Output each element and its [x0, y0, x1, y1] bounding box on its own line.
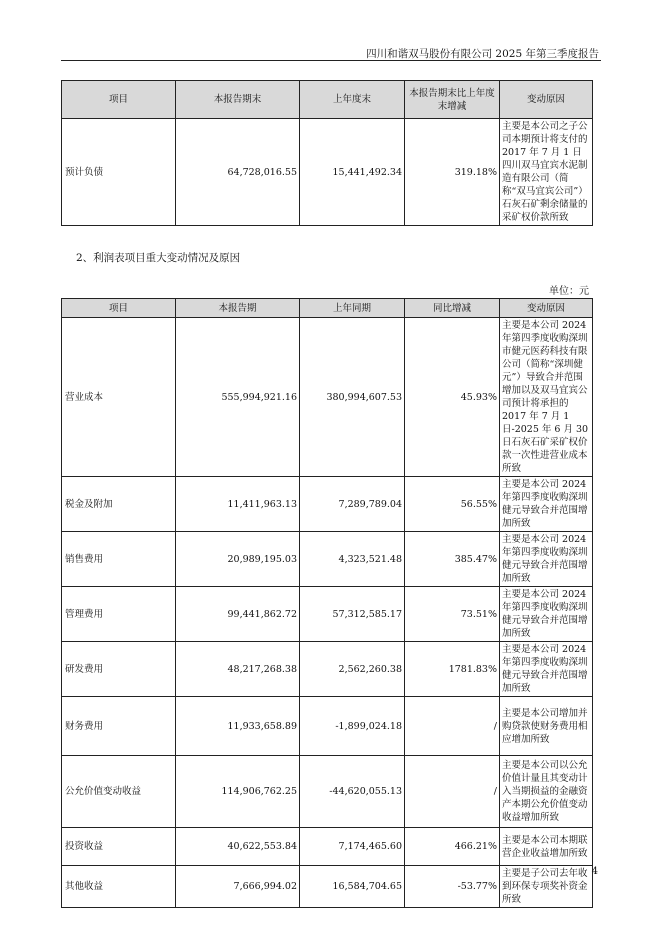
table1-header-row	[62, 81, 593, 119]
row-prior-value: 4,323,521.48	[300, 532, 405, 587]
row-prior-value: 2,562,260.38	[300, 642, 405, 697]
row-reason: 主要是本公司 2024 年第四季度收购深圳健元导致合并范围增加所致	[500, 477, 593, 532]
row-reason: 主要是本公司 2024 年第四季度收购深圳健元导致合并范围增加所致	[500, 532, 593, 587]
row-reason: 主要是本公司 2024 年第四季度收购深圳健元导致合并范围增加所致	[500, 587, 593, 642]
table-row	[62, 119, 593, 226]
row-change: 319.18%	[405, 119, 500, 226]
row-reason: 主要是本公司增加并购贷款使财务费用相应增加所致	[500, 697, 593, 756]
row-change: 385.47%	[405, 532, 500, 587]
balance-sheet-changes-table	[61, 80, 593, 226]
income-statement-changes-table	[61, 298, 593, 908]
table-row	[62, 587, 593, 642]
table-row	[62, 477, 593, 532]
col-header-prior-period: 上年同期	[300, 299, 405, 318]
row-item: 预计负债	[62, 119, 176, 226]
row-prior-value: 15,441,492.34	[300, 119, 405, 226]
row-current-value: 64,728,016.55	[176, 119, 300, 226]
table-row	[62, 697, 593, 756]
row-change: -53.77%	[405, 866, 500, 908]
row-current-value: 11,933,658.89	[176, 697, 300, 756]
row-change: 56.55%	[405, 477, 500, 532]
row-change: 45.93%	[405, 318, 500, 477]
row-item: 销售费用	[62, 532, 176, 587]
col-header-reason: 变动原因	[500, 299, 593, 318]
row-change: 73.51%	[405, 587, 500, 642]
unit-label: 单位：元	[549, 286, 589, 297]
col-header-reason: 变动原因	[500, 81, 593, 119]
row-prior-value: 7,174,465.60	[300, 828, 405, 866]
row-change: 1781.83%	[405, 642, 500, 697]
row-item: 其他收益	[62, 866, 176, 908]
section-title: 2、利润表项目重大变动情况及原因	[76, 252, 241, 264]
table-row	[62, 318, 593, 477]
row-current-value: 48,217,268.38	[176, 642, 300, 697]
col-header-change: 本报告期末比上年度末增减	[405, 81, 500, 119]
row-current-value: 99,441,862.72	[176, 587, 300, 642]
row-prior-value: -44,620,055.13	[300, 756, 405, 828]
row-reason: 主要是本公司之子公司本期预计将支付的 2017 年 7 月 1 日四川双马宜宾水泥制造有限公司（简称“双马宜宾公司”）石灰石矿剩余储量的采矿权价款所致	[500, 119, 593, 226]
table-row	[62, 828, 593, 866]
col-header-prior-year-end: 上年度末	[300, 81, 405, 119]
row-change: /	[405, 756, 500, 828]
row-item: 管理费用	[62, 587, 176, 642]
col-header-current-period: 本报告期	[176, 299, 300, 318]
row-reason: 主要是本公司 2024 年第四季度收购深圳健元导致合并范围增加所致	[500, 642, 593, 697]
row-current-value: 7,666,994.02	[176, 866, 300, 908]
header-rule	[61, 60, 601, 61]
row-item: 投资收益	[62, 828, 176, 866]
row-change: /	[405, 697, 500, 756]
table-row	[62, 756, 593, 828]
table-row	[62, 642, 593, 697]
row-current-value: 555,994,921.16	[176, 318, 300, 477]
row-item: 公允价值变动收益	[62, 756, 176, 828]
row-reason: 主要是本公司本期联营企业收益增加所致	[500, 828, 593, 866]
report-header-title: 四川和谐双马股份有限公司 2025 年第三季度报告	[366, 48, 599, 60]
row-prior-value: -1,899,024.18	[300, 697, 405, 756]
col-header-period-end: 本报告期末	[176, 81, 300, 119]
row-prior-value: 57,312,585.17	[300, 587, 405, 642]
row-current-value: 11,411,963.13	[176, 477, 300, 532]
row-reason: 主要是子公司去年收到环保专项奖补资金所致	[500, 866, 593, 908]
row-reason: 主要是本公司 2024 年第四季度收购深圳市健元医药科技有限公司（简称“深圳健元”）导致合并范围增加以及双马宜宾公司预计将承担的 2017 年 7 月 1 日-2025 年 6 月 30 日石灰石矿采矿权价款一次性进营业成本所致	[500, 318, 593, 477]
col-header-item: 项目	[62, 81, 176, 119]
table-row	[62, 532, 593, 587]
row-prior-value: 7,289,789.04	[300, 477, 405, 532]
row-current-value: 20,989,195.03	[176, 532, 300, 587]
row-current-value: 40,622,553.84	[176, 828, 300, 866]
row-reason: 主要是本公司以公允价值计量且其变动计入当期损益的金融资产本期公允价值变动收益增加所致	[500, 756, 593, 828]
row-item: 研发费用	[62, 642, 176, 697]
page-number: 4	[591, 866, 598, 877]
row-change: 466.21%	[405, 828, 500, 866]
col-header-item: 项目	[62, 299, 176, 318]
row-current-value: 114,906,762.25	[176, 756, 300, 828]
row-item: 税金及附加	[62, 477, 176, 532]
table2-header-row	[62, 299, 593, 318]
row-item: 财务费用	[62, 697, 176, 756]
row-prior-value: 380,994,607.53	[300, 318, 405, 477]
row-item: 营业成本	[62, 318, 176, 477]
table-row	[62, 866, 593, 908]
row-prior-value: 16,584,704.65	[300, 866, 405, 908]
col-header-yoy-change: 同比增减	[405, 299, 500, 318]
